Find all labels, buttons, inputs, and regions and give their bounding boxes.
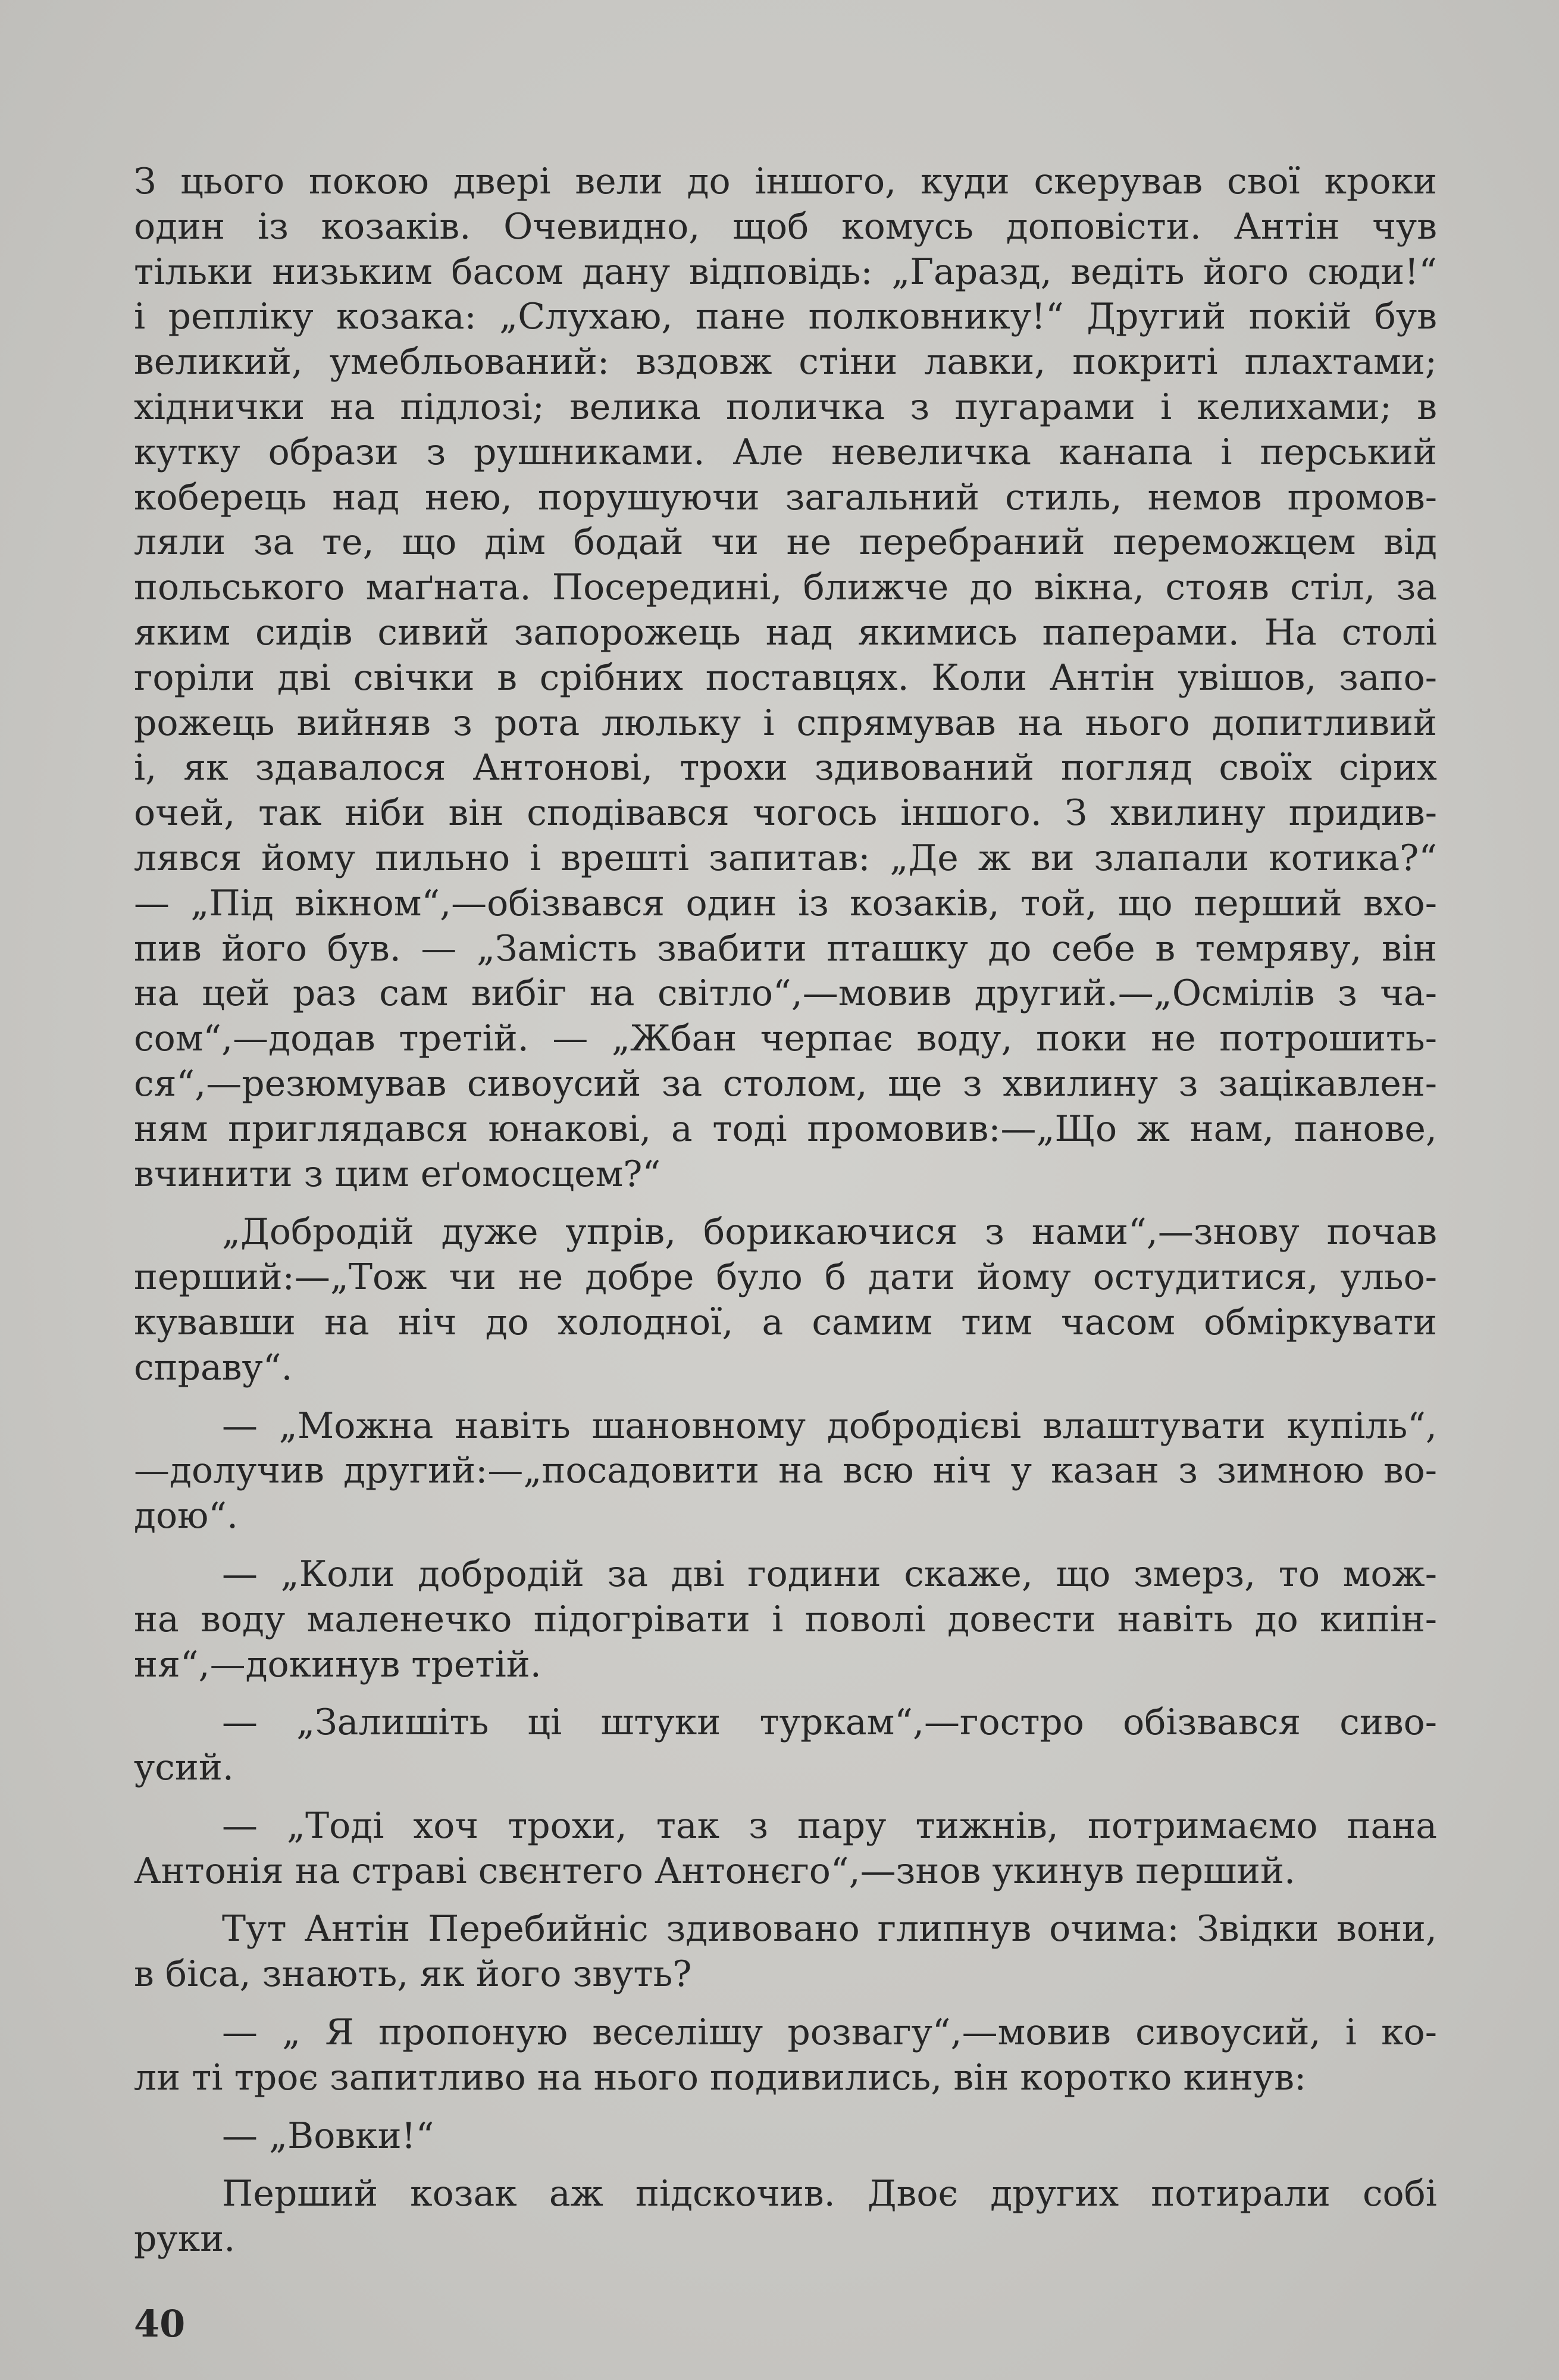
page-number: 40: [134, 2302, 186, 2345]
text-line: ся“,—резюмував сивоусий за столом, ще з хвилину з зацікавлен-: [134, 1062, 1437, 1105]
text-line: і, як здавалося Антонові, трохи здивований погляд своїх сірих: [134, 747, 1437, 789]
text-line: ня“,—докинув третій.: [134, 1643, 541, 1685]
text-line: сом“,—додав третій. — „Жбан черпає воду, поки не потрошить-: [134, 1018, 1437, 1060]
text-line: З цього покою двері вели до іншого, куди скерував свої кроки: [134, 161, 1437, 202]
text-line: — „Можна навіть шановному добродієві влаштувати купіль“,: [222, 1405, 1437, 1447]
text-line: — „ Я пропоную веселішу розвагу“,—мовив сивоусий, і ко-: [222, 2012, 1437, 2054]
text-line: — „Під вікном“,—обізвався один із козаків, той, що перший вхо-: [134, 882, 1437, 924]
text-line: Тут Антін Перебийніс здивовано глипнув очима: Звідки вони,: [222, 1908, 1437, 1950]
text-line: на воду маленечко підогрівати і поволі довести навіть до кипін-: [134, 1598, 1437, 1640]
text-line: перший:—„Тож чи не добре було б дати йому остудитися, ульо-: [134, 1256, 1437, 1299]
text-line: вчинити з цим еґомосцем?“: [134, 1153, 661, 1195]
text-line: один із козаків. Очевидно, щоб комусь доповісти. Антін чув: [134, 205, 1437, 248]
text-line: —долучив другий:—„посадовити на всю ніч у казан з зимною во-: [134, 1450, 1437, 1492]
text-line: ли ті троє запитливо на нього подивились, він коротко кинув:: [134, 2056, 1307, 2098]
text-line: руки.: [134, 2218, 236, 2260]
text-line: ням приглядався юнакові, а тоді промовив:—„Що ж нам, панове,: [134, 1108, 1437, 1150]
text-line: — „Тоді хоч трохи, так з пару тижнів, потримаємо пана: [222, 1804, 1437, 1847]
text-line: хіднички на підлозі; велика поличка з пугарами і келихами; в: [134, 386, 1437, 428]
text-line: горіли дві свічки в срібних поставцях. Коли Антін увішов, запо-: [134, 656, 1437, 699]
text-line: Антонія на страві свєнтего Антонєго“,—знов укинув перший.: [134, 1850, 1296, 1892]
text-line: в біса, знають, як його звуть?: [134, 1953, 692, 1996]
text-line: усий.: [134, 1747, 234, 1789]
text-line: яким сидів сивий запорожець над якимись паперами. На столі: [134, 611, 1437, 653]
text-line: і репліку козака: „Слухаю, пане полковнику!“ Другий покій був: [134, 296, 1437, 338]
text-line: польського маґната. Посередині, ближче до вікна, стояв стіл, за: [134, 567, 1437, 609]
text-line: пив його був. — „Замість звабити пташку до себе в темряву, він: [134, 927, 1437, 969]
text-line: дою“.: [134, 1495, 239, 1537]
body-text: [134, 159, 1437, 2262]
text-line: очей, так ніби він сподівався чогось іншого. З хвилину придив-: [134, 792, 1437, 834]
text-line: Перший козак аж підскочив. Двоє других потирали собі: [222, 2173, 1437, 2215]
text-line: — „Залишіть ці штуки туркам“,—гостро обізвався сиво-: [222, 1702, 1437, 1744]
text-line: на цей раз сам вибіг на світло“,—мовив другий.—„Осмілів з ча-: [134, 972, 1437, 1015]
text-line: тільки низьким басом дану відповідь: „Гаразд, ведіть його сюди!“: [134, 251, 1437, 293]
text-line: кувавши на ніч до холодної, а самим тим часом обміркувати: [134, 1301, 1437, 1343]
text-line: коберець над нею, порушуючи загальний стиль, немов промов-: [134, 476, 1437, 518]
text-line: кутку образи з рушниками. Але невеличка канапа і перський: [134, 431, 1437, 473]
text-line: „Добродій дуже упрів, борикаючися з нами“,—знову почав: [222, 1211, 1437, 1253]
text-line: лявся йому пильно і врешті запитав: „Де ж ви злапали котика?“: [134, 837, 1437, 879]
text-line: справу“.: [134, 1346, 293, 1388]
text-line: ляли за те, що дім бодай чи не перебраний переможцем від: [134, 521, 1437, 564]
text-line: великий, умебльований: вздовж стіни лавки, покриті плахтами;: [134, 341, 1437, 383]
text-line: — „Коли добродій за дві години скаже, що змерз, то мож-: [222, 1553, 1437, 1595]
text-line: рожець вийняв з рота люльку і спрямував на нього допитливий: [134, 702, 1437, 744]
text-line: — „Вовки!“: [222, 2115, 434, 2157]
